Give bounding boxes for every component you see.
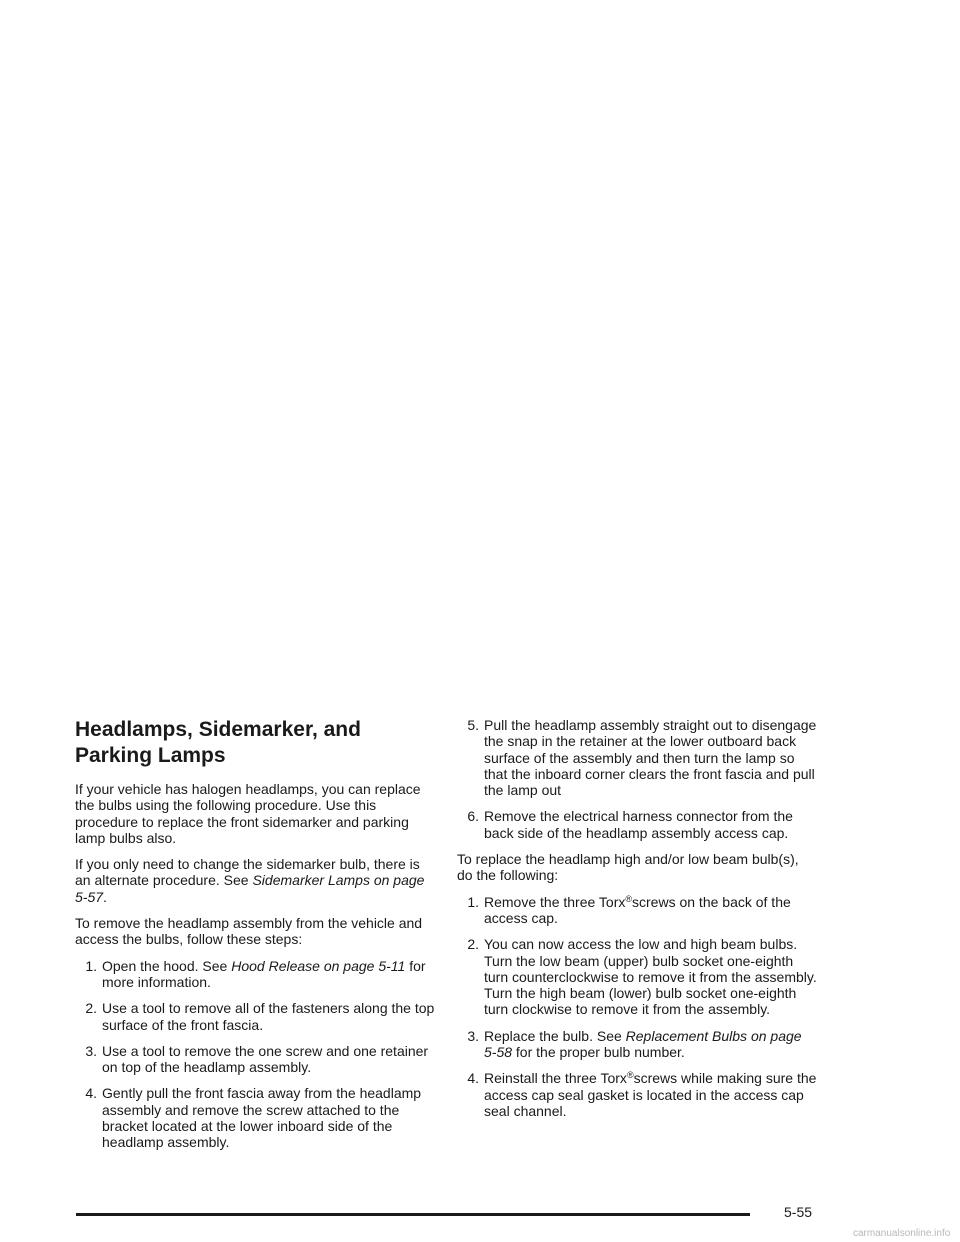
step-text: Use a tool to remove all of the fasteners along the top surface of the front fascia. bbox=[102, 1000, 435, 1033]
hood-release-link[interactable]: Hood Release on page 5-11 bbox=[231, 957, 406, 974]
list-item bbox=[457, 936, 817, 1017]
list-item bbox=[457, 1070, 817, 1119]
replace-steps-list bbox=[457, 894, 817, 1120]
list-item bbox=[75, 1085, 435, 1150]
heading-line-2: Parking Lamps bbox=[75, 744, 226, 767]
list-item bbox=[457, 1028, 817, 1061]
step-text: You can now access the low and high beam bulbs. Turn the low beam (upper) bulb socket one-eighth turn counterclockwise to remove it from the assembly. Turn the high beam (lower) bulb socket one-eighth turn clockwise to remove it from the assembly. bbox=[484, 936, 817, 1018]
replacement-bulbs-link[interactable]: Replacement Bulbs on page 5-58 bbox=[484, 1027, 802, 1061]
step-number: 4. bbox=[467, 1070, 479, 1087]
step-text: Pull the headlamp assembly straight out to disengage the snap in the retainer at the lower outboard back surface of the assembly and then turn the lamp so that the inboard corner clears the front fascia and pull the lamp out bbox=[484, 717, 817, 799]
step-number: 1. bbox=[85, 957, 97, 974]
list-item bbox=[457, 894, 817, 927]
step-text: Reinstall the three Torx bbox=[484, 1070, 627, 1087]
right-column bbox=[457, 717, 817, 1129]
heading-line-1: Headlamps, Sidemarker, and bbox=[75, 718, 361, 741]
step-number: 2. bbox=[467, 936, 479, 953]
step-text: Remove the three Torx bbox=[484, 893, 626, 910]
registered-mark: ® bbox=[625, 893, 633, 904]
removal-steps-list-continued bbox=[457, 717, 817, 841]
list-item bbox=[457, 717, 817, 798]
intro-paragraph-2-tail: . bbox=[103, 888, 107, 905]
intro-paragraph-2-text: If you only need to change the sidemarker bulb, there is an alternate procedure. See bbox=[75, 856, 420, 889]
intro-paragraph-1: If your vehicle has halogen headlamps, you can replace the bulbs using the following procedure. Use this procedure to replace the front sidemarker and parking lamp bulbs also. bbox=[75, 781, 421, 846]
watermark: carmanualsonline.info bbox=[853, 1228, 951, 1239]
footer-rule bbox=[76, 1213, 750, 1216]
step-number: 4. bbox=[85, 1085, 97, 1102]
removal-intro: To remove the headlamp assembly from the vehicle and access the bulbs, follow these steps: bbox=[75, 915, 423, 948]
removal-steps-list bbox=[75, 958, 435, 1151]
step-text: Open the hood. See bbox=[102, 957, 232, 974]
step-text-tail: for the proper bulb number. bbox=[512, 1044, 685, 1061]
step-number: 3. bbox=[467, 1027, 479, 1044]
list-item bbox=[75, 958, 435, 991]
step-text: Replace the bulb. See bbox=[484, 1027, 626, 1044]
intro-paragraph-2 bbox=[75, 856, 435, 905]
step-text: Remove the electrical harness connector from the back side of the headlamp assembly access cap. bbox=[484, 808, 793, 841]
list-item bbox=[75, 1000, 435, 1033]
step-number: 5. bbox=[467, 717, 479, 733]
sidemarker-lamps-link[interactable]: Sidemarker Lamps on page 5-57 bbox=[75, 872, 425, 905]
step-number: 3. bbox=[85, 1042, 97, 1059]
step-text: Use a tool to remove the one screw and one retainer on top of the headlamp assembly. bbox=[102, 1042, 429, 1076]
left-column bbox=[75, 717, 435, 1161]
step-text-tail: screws on the back of the access cap. bbox=[484, 893, 791, 926]
registered-mark: ® bbox=[626, 1070, 634, 1081]
step-text: Gently pull the front fascia away from the headlamp assembly and remove the screw attached to the bracket located at the lower inboard side of the headlamp assembly. bbox=[102, 1085, 422, 1151]
replace-intro: To replace the headlamp high and/or low beam bulb(s), do the following: bbox=[457, 851, 799, 884]
list-item bbox=[457, 808, 817, 841]
step-number: 1. bbox=[467, 893, 479, 910]
section-heading bbox=[75, 717, 435, 769]
step-text-tail: screws while making sure the access cap seal gasket is located in the access cap seal channel. bbox=[484, 1070, 817, 1119]
step-number: 2. bbox=[85, 1000, 97, 1017]
list-item bbox=[75, 1043, 435, 1076]
step-number: 6. bbox=[467, 808, 479, 825]
step-text-tail: for more information. bbox=[102, 957, 426, 990]
page-number: 5-55 bbox=[784, 1204, 813, 1220]
